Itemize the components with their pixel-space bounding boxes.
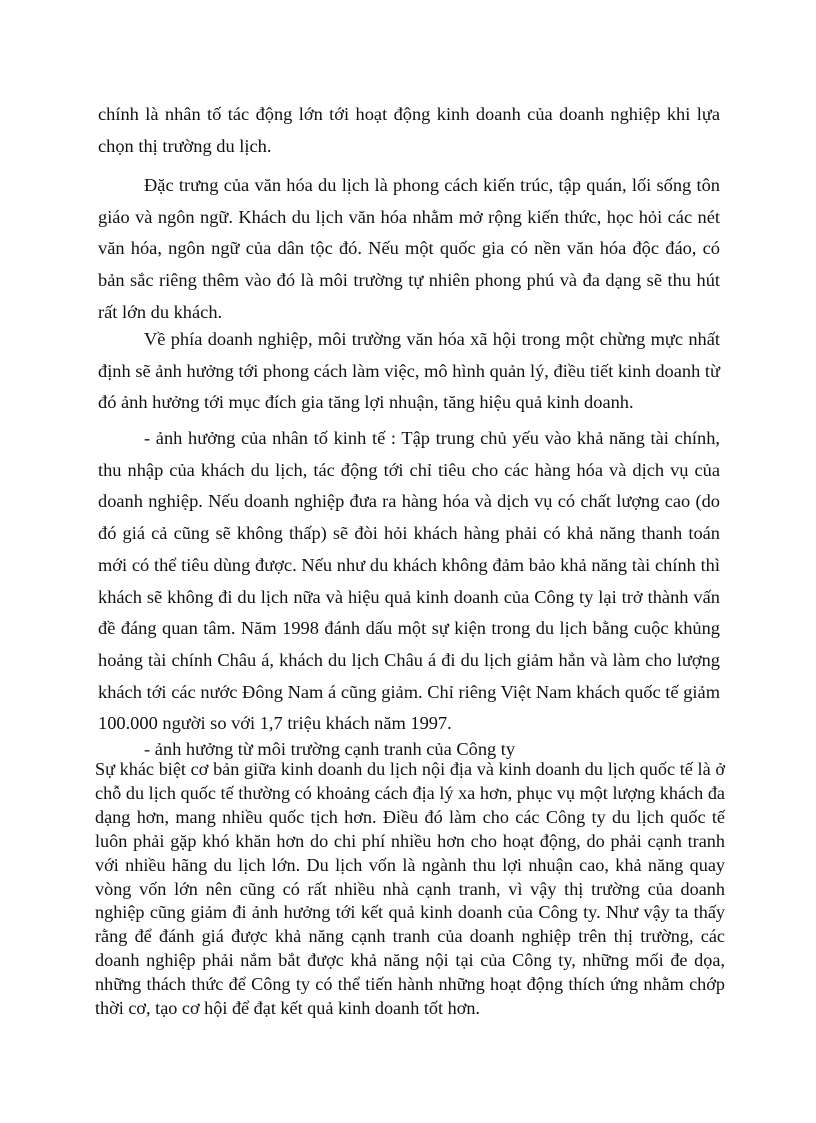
paragraph-economic-factor: - ảnh hưởng của nhân tố kinh tế : Tập trung chủ yếu vào khả năng tài chính, thu nhập của khách du lịch, tác động tới chỉ tiêu cho các hàng hóa và dịch vụ của doanh nghiệp. Nếu doanh nghiệp đưa ra hàng hóa và dịch vụ có chất lượng cao (do đó giá cả cũng sẽ không thấp) sẽ đòi hỏi khách hàng phải có khả năng thanh toán mới có thể tiêu dùng được. Nếu như du khách không đảm bảo khả năng tài chính thì khách sẽ không đi du lịch nữa và hiệu quả kinh doanh của Công ty lại trở thành vấn đề đáng quan tâm. Năm 1998 đánh dấu một sự kiện trong du lịch bằng cuộc khủng hoảng tài chính Châu á, khách du lịch Châu á đi du lịch giảm hẳn và làm cho lượng khách tới các nước Đông Nam á cũng giảm. Chỉ riêng Việt Nam khách quốc tế giảm 100.000 người so với 1,7 triệu khách năm 1997.	[98, 428, 720, 734]
paragraph-intro-continuation: chính là nhân tố tác động lớn tới hoạt động kinh doanh của doanh nghiệp khi lựa chọn thị trường du lịch.	[98, 104, 720, 156]
paragraph-business-culture: Về phía doanh nghiệp, môi trường văn hóa xã hội trong một chừng mực nhất định sẽ ảnh hưởng tới phong cách làm việc, mô hình quản lý, điều tiết kinh doanh từ đó ảnh hưởng tới mục đích gia tăng lợi nhuận, tăng hiệu quả kinh doanh.	[98, 329, 720, 413]
paragraph-cultural-tourism: Đặc trưng của văn hóa du lịch là phong cách kiến trúc, tập quán, lối sống tôn giáo và ngôn ngữ. Khách du lịch văn hóa nhằm mở rộng kiến thức, học hỏi các nét văn hóa, ngôn ngữ của dân tộc đó. Nếu một quốc gia có nền văn hóa độc đáo, có bản sắc riêng thêm vào đó là môi trường tự nhiên phong phú và đa dạng sẽ thu hút rất lớn du khách.	[98, 175, 720, 322]
paragraph-competition: Sự khác biệt cơ bản giữa kinh doanh du lịch nội địa và kinh doanh du lịch quốc tế là ở chỗ du lịch quốc tế thường có khoảng cách địa lý xa hơn, phục vụ một lượng khách đa dạng hơn, mang nhiều quốc tịch hơn. Điều đó làm cho các Công ty du lịch quốc tế luôn phải gặp khó khăn hơn do chi phí nhiều hơn cho hoạt động, do phải cạnh tranh với nhiều hãng du lịch lớn. Du lịch vốn là ngành thu lợi nhuận cao, khả năng quay vòng vốn lớn nên cũng có rất nhiều nhà cạnh tranh, vì vậy thị trường của doanh nghiệp cũng giảm đi ảnh hưởng tới kết quả kinh doanh của Công ty. Như vậy ta thấy rằng để đánh giá được khả năng cạnh tranh của doanh nghiệp trên thị trường, các doanh nghiệp phải nắm bắt được khả năng nội tại của Công ty, những mối đe dọa, những thách thức để Công ty có thể tiến hành những hoạt động thích ứng nhằm chớp thời cơ, tạo cơ hội để đạt kết quả kinh doanh tốt hơn.	[95, 759, 725, 1019]
heading-competition: - ảnh hưởng từ môi trường cạnh tranh của Công ty	[144, 739, 516, 759]
